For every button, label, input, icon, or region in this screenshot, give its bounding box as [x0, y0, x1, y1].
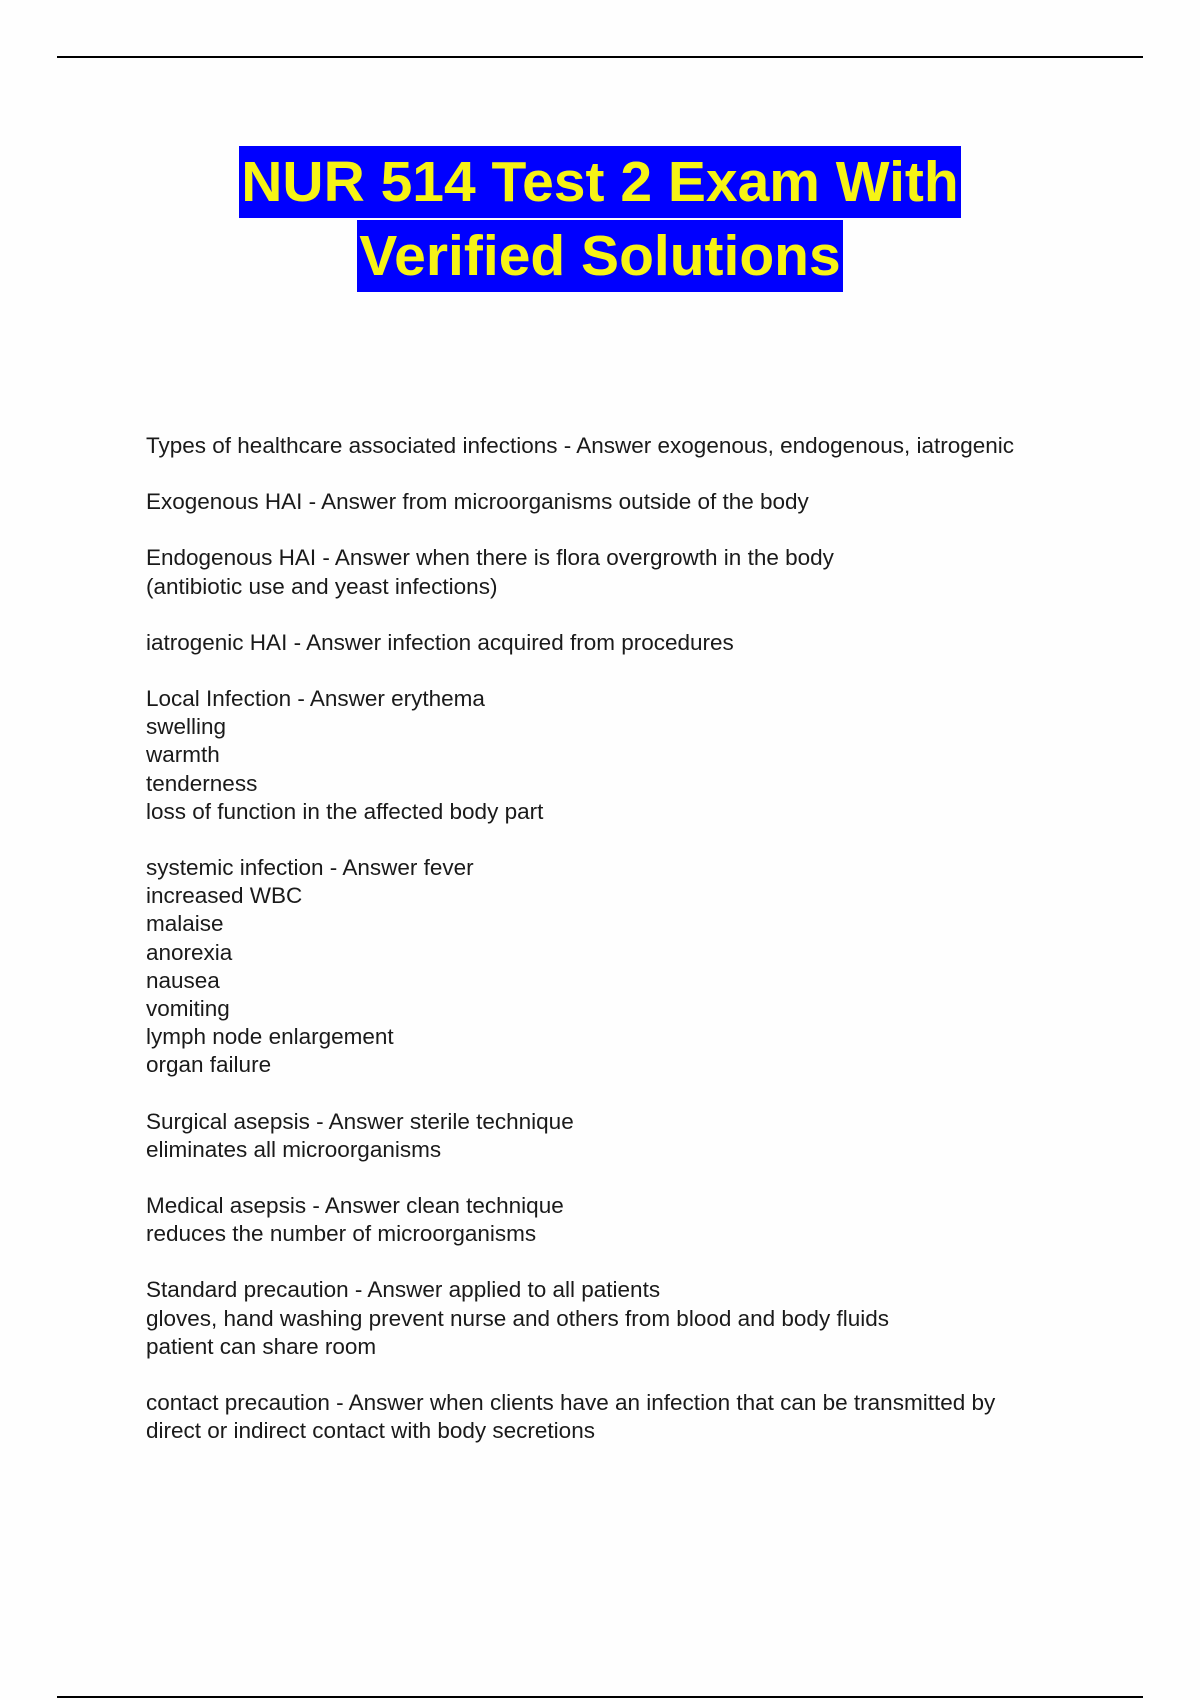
qa-answer-line: gloves, hand washing prevent nurse and others from blood and body fluids [146, 1305, 889, 1331]
qa-question-line: Types of healthcare associated infections - Answer exogenous, endogenous, iatrogenic [146, 433, 1015, 458]
qa-question-line: Standard precaution - Answer applied to all patients [146, 1277, 661, 1303]
qa-answer-line: tenderness [146, 770, 258, 796]
title-line: Verified Solutions [357, 220, 842, 292]
qa-answer-line: loss of function in the affected body part [146, 798, 544, 824]
qa-entry [146, 1192, 1146, 1248]
qa-entry [146, 685, 1146, 826]
qa-entry [146, 432, 1146, 460]
qa-answer-line: patient can share room [146, 1333, 377, 1359]
qa-answer-line: warmth [146, 742, 220, 768]
qa-answer-line: reduces the number of microorganisms [146, 1221, 537, 1247]
qa-answer-line: malaise [146, 911, 224, 937]
qa-entry [146, 488, 1146, 516]
qa-entry [146, 854, 1146, 1080]
qa-answer-line: vomiting [146, 996, 230, 1022]
qa-entry [146, 1389, 1146, 1445]
qa-answer-line: eliminates all microorganisms [146, 1136, 442, 1162]
qa-answer-line: anorexia [146, 939, 233, 965]
qa-content [146, 432, 1146, 1473]
qa-question-line: contact precaution - Answer when clients have an infection that can be transmitted by [146, 1390, 996, 1416]
header-rule [57, 56, 1143, 58]
qa-answer-line: (antibiotic use and yeast infections) [146, 573, 498, 599]
qa-entry [146, 544, 1146, 600]
document-title [0, 146, 1200, 294]
qa-answer-line: swelling [146, 714, 227, 740]
qa-question-line: Exogenous HAI - Answer from microorganisms outside of the body [146, 489, 809, 515]
qa-question-line: Local Infection - Answer erythema [146, 686, 485, 712]
qa-question-line: systemic infection - Answer fever [146, 855, 474, 881]
qa-answer-line: lymph node enlargement [146, 1024, 394, 1050]
qa-question-line: Medical asepsis - Answer clean technique [146, 1193, 564, 1219]
qa-question-line: iatrogenic HAI - Answer infection acquired from procedures [146, 629, 734, 655]
qa-entry [146, 1108, 1146, 1164]
qa-entry [146, 629, 1146, 657]
qa-question-line: Surgical asepsis - Answer sterile technique [146, 1108, 574, 1134]
title-line: NUR 514 Test 2 Exam With [239, 146, 960, 218]
qa-answer-line: nausea [146, 967, 220, 993]
qa-answer-line: direct or indirect contact with body secretions [146, 1418, 595, 1444]
qa-entry [146, 1276, 1146, 1361]
qa-answer-line: organ failure [146, 1052, 272, 1078]
qa-question-line: Endogenous HAI - Answer when there is flora overgrowth in the body [146, 545, 834, 571]
footer-rule [57, 1696, 1143, 1698]
qa-answer-line: increased WBC [146, 883, 303, 909]
